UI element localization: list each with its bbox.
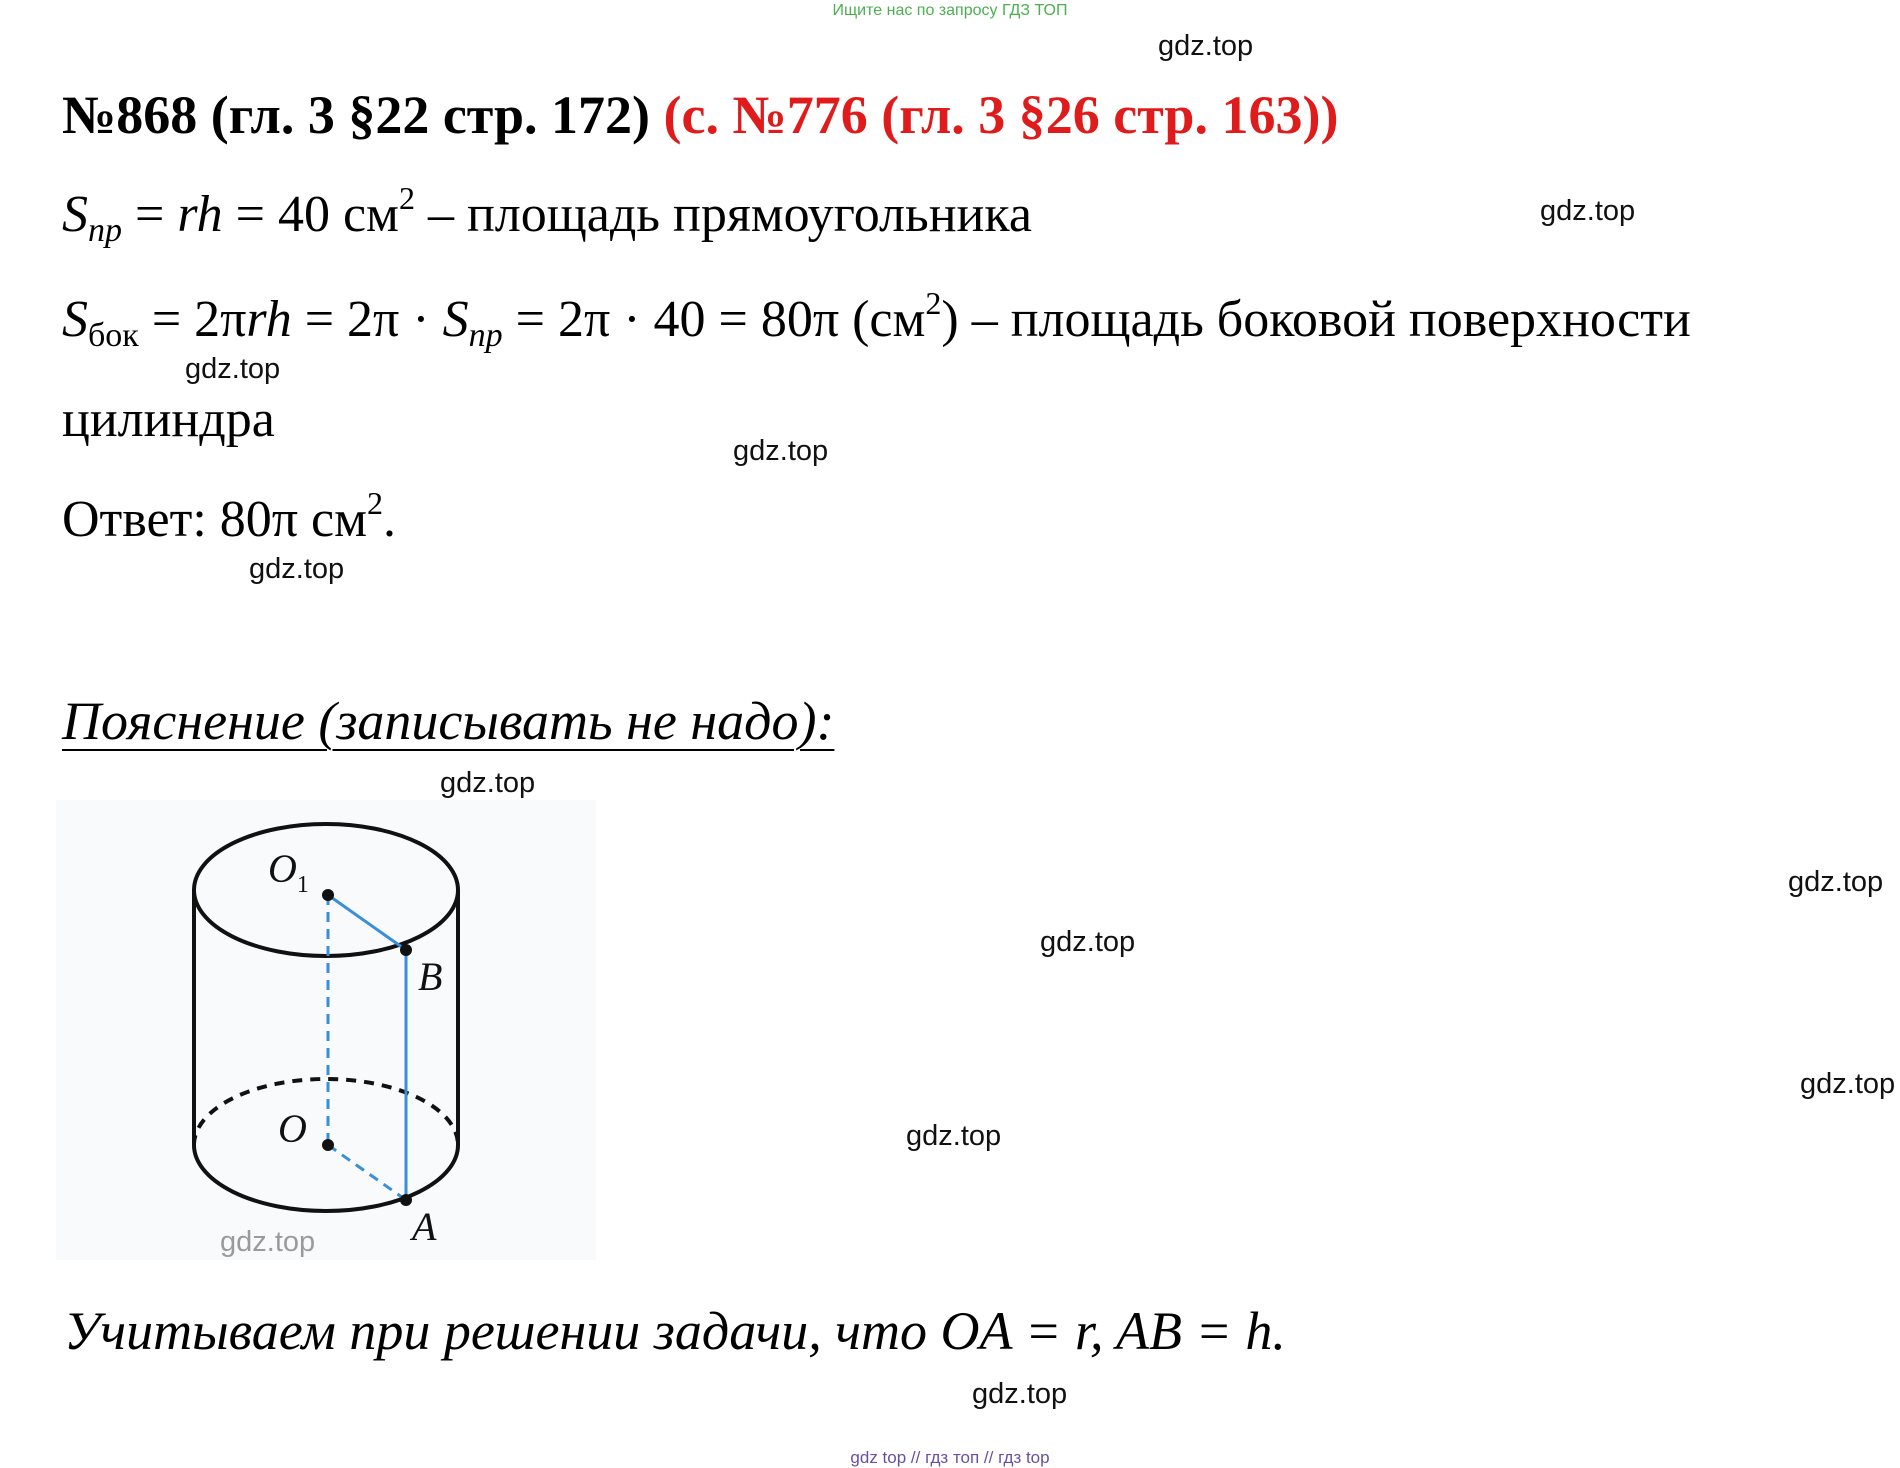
power: 2 (398, 179, 415, 216)
watermark: gdz.top (440, 767, 536, 799)
cylinder-figure (56, 780, 596, 1270)
point-o (322, 1139, 334, 1151)
watermark: gdz.top (1040, 926, 1136, 958)
expr-c: = 2π · 40 = 80π (см (502, 291, 926, 348)
expr-a: = 2π (138, 291, 247, 348)
expr-d: ) – площадь боковой поверхности (941, 291, 1691, 348)
label-o1: $O_1$ (268, 846, 309, 898)
watermark: gdz.top (1788, 866, 1884, 898)
equals: = (122, 186, 178, 243)
power: 2 (367, 484, 384, 521)
answer (62, 484, 397, 549)
subscript-pr: пр (468, 317, 503, 354)
point-a (400, 1194, 412, 1206)
page-title (62, 84, 1338, 146)
subscript-pr: пр (88, 212, 122, 249)
symbol-s: S (62, 186, 88, 243)
symbol-rh: rh (246, 291, 292, 348)
point-b (400, 944, 412, 956)
label-a: A (412, 1204, 437, 1249)
watermark: gdz.top (972, 1378, 1068, 1410)
watermark: gdz.top (733, 435, 829, 467)
watermark: gdz.top (185, 353, 281, 385)
subscript-bok: бок (88, 317, 139, 354)
watermark: gdz.top (249, 553, 345, 585)
watermark: gdz.top (906, 1120, 1002, 1152)
formula-continuation: цилиндра (62, 391, 275, 448)
explanation-note: Учитываем при решении задачи, что OA = r, AB = h. (64, 1301, 1286, 1361)
description: – площадь прямоугольника (414, 186, 1032, 243)
symbol-s: S (442, 291, 469, 348)
watermark: gdz.top (1158, 30, 1254, 62)
label-b: B (418, 954, 443, 999)
answer-end: . (383, 491, 397, 548)
label-o: O (278, 1106, 307, 1151)
footer-links[interactable]: gdz top // гдз топ // гдз top (850, 1448, 1050, 1467)
formula-rectangle-area (62, 179, 1032, 249)
task-number: №868 (гл. 3 §22 стр. 172) (62, 85, 650, 145)
power: 2 (925, 284, 942, 321)
watermark: gdz.top (1800, 1068, 1896, 1100)
alt-task-number: (с. №776 (гл. 3 §26 стр. 163)) (663, 85, 1339, 145)
explanation-heading: Пояснение (записывать не надо): (62, 691, 835, 751)
top-banner[interactable]: Ищите нас по запросу ГДЗ ТОП (832, 2, 1068, 19)
watermark: gdz.top (1540, 195, 1636, 227)
expr-b: = 2π · (291, 291, 443, 348)
symbol-s: S (62, 291, 88, 348)
answer-text: Ответ: 80π см (62, 491, 368, 548)
value: = 40 см (222, 186, 399, 243)
point-o1 (322, 889, 334, 901)
symbol-rh: rh (177, 186, 223, 243)
formula-lateral-area (62, 284, 1691, 354)
